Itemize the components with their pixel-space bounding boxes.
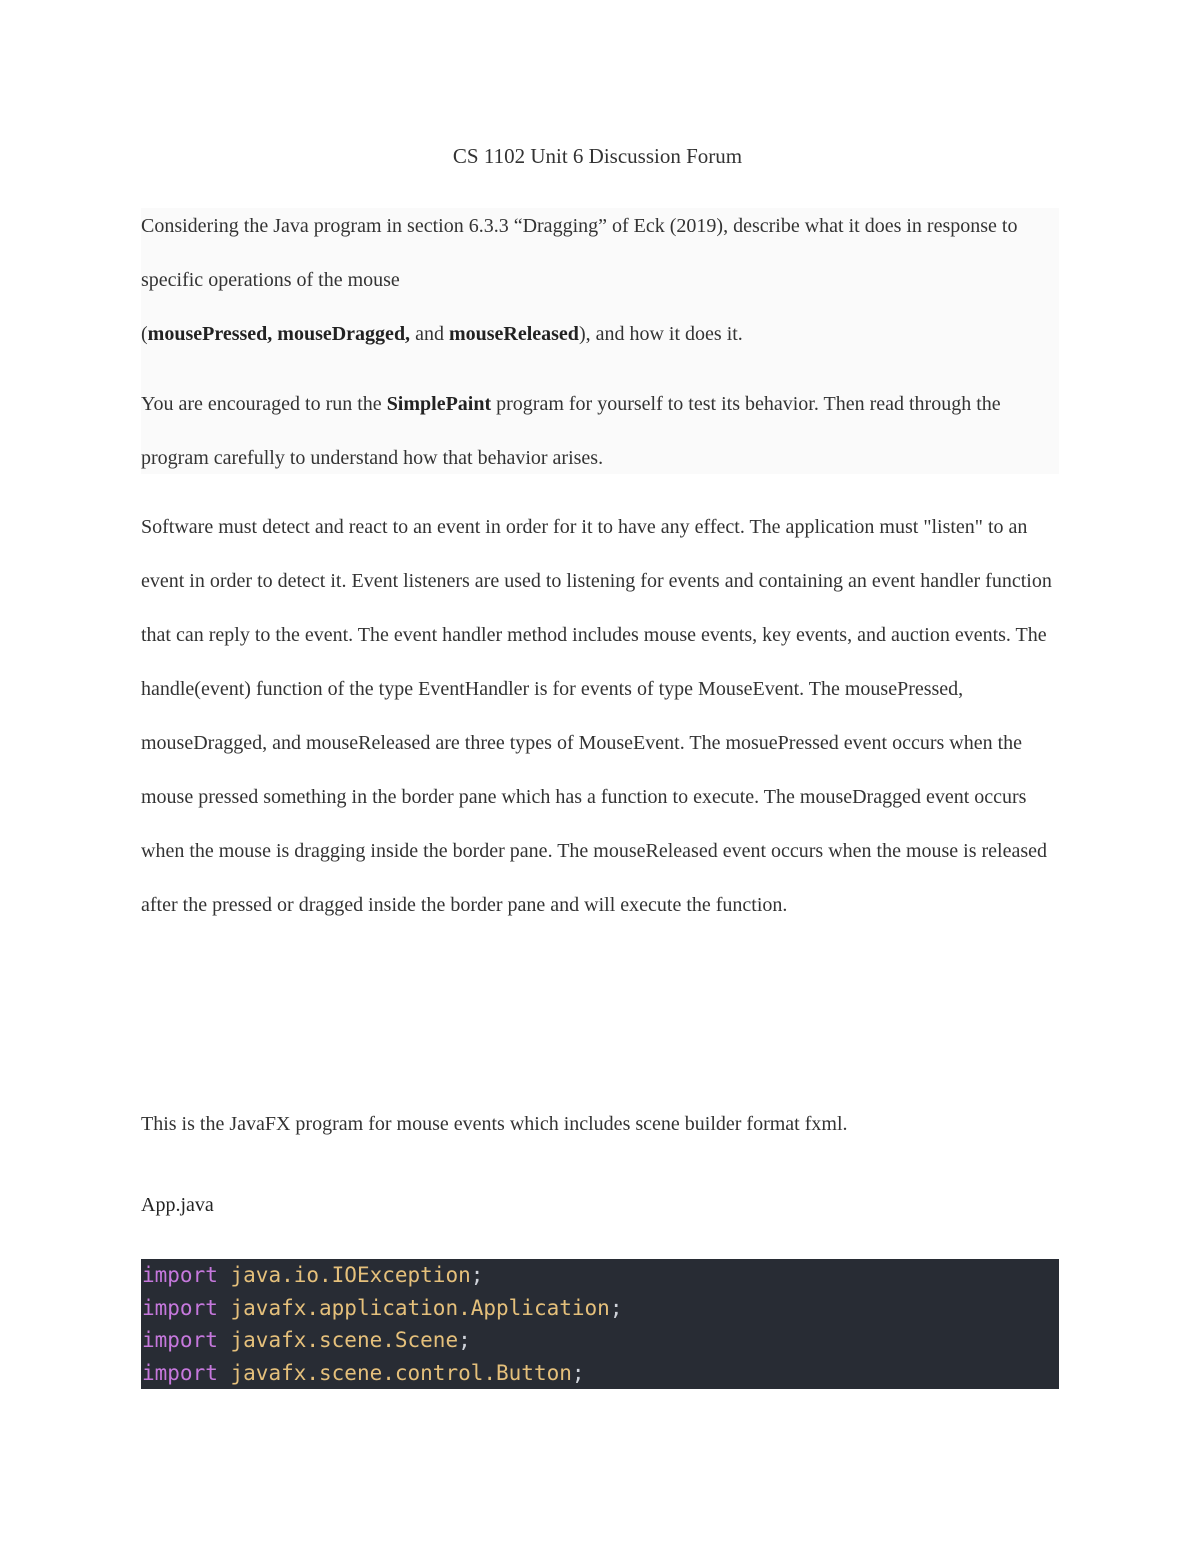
code-line — [141, 1357, 1059, 1390]
encourage-before: You are encouraged to run the — [141, 393, 387, 415]
and-word: and — [415, 323, 444, 345]
prompt-tail: ), and how it does it. — [578, 323, 743, 345]
mouse-released-label: mouseReleased — [448, 323, 579, 345]
filename-label: App.java — [141, 1194, 214, 1216]
code-semicolon: ; — [571, 1360, 585, 1385]
prompt-events-line — [141, 307, 1066, 361]
code-import-path: javafx.scene.Scene — [230, 1328, 459, 1352]
code-keyword: import — [142, 1360, 218, 1385]
code-keyword: import — [142, 1263, 218, 1287]
code-line — [141, 1259, 1059, 1292]
code-line — [141, 1292, 1059, 1325]
prompt-paragraph — [141, 199, 1066, 307]
encourage-after: program for yourself to test its behavior. Then read through the program carefully to understand how that behavior arises. — [141, 393, 1001, 469]
code-block — [141, 1259, 1059, 1389]
code-import-path: javafx.application.Application — [230, 1295, 610, 1320]
open-paren: ( — [141, 323, 148, 345]
code-keyword: import — [142, 1295, 218, 1320]
mouse-dragged-label: mouseDragged, — [277, 323, 411, 345]
mouse-pressed-label: mousePressed, — [147, 323, 273, 345]
simple-paint-label: SimplePaint — [386, 393, 492, 415]
code-semicolon: ; — [470, 1263, 484, 1287]
prompt-text: Considering the Java program in section 6.3.3 “Dragging” of Eck (2019), describe what it does in response to specific operations of the mouse — [141, 215, 1018, 291]
code-semicolon: ; — [609, 1295, 623, 1320]
javafx-intro-paragraph: This is the JavaFX program for mouse events which includes scene builder format fxml. — [141, 1113, 848, 1135]
code-keyword: import — [142, 1328, 218, 1352]
code-import-path: javafx.scene.control.Button — [230, 1360, 572, 1385]
answer-paragraph: Software must detect and react to an event in order for it to have any effect. The application must "listen" to an event in order to detect it. Event listeners are used to listening for events and containing an event handler function that can reply to the event. The event handler method includes mouse events, key events, and auction events. The handle(event) function of the type EventHandler is for events of type MouseEvent. The mousePressed, mouseDragged, and mouseReleased are three types of MouseEvent. The mosuePressed event occurs when the mouse pressed something in the border pane which has a function to execute. The mouseDragged event occurs when the mouse is dragging inside the border pane. The mouseReleased event occurs when the mouse is released after the pressed or dragged inside the border pane and will execute the function. — [141, 516, 1052, 916]
encourage-paragraph — [141, 377, 1066, 485]
code-semicolon: ; — [458, 1328, 471, 1352]
code-import-path: java.io.IOException — [230, 1263, 471, 1287]
code-line — [141, 1324, 1059, 1357]
page-title: CS 1102 Unit 6 Discussion Forum — [452, 144, 743, 168]
